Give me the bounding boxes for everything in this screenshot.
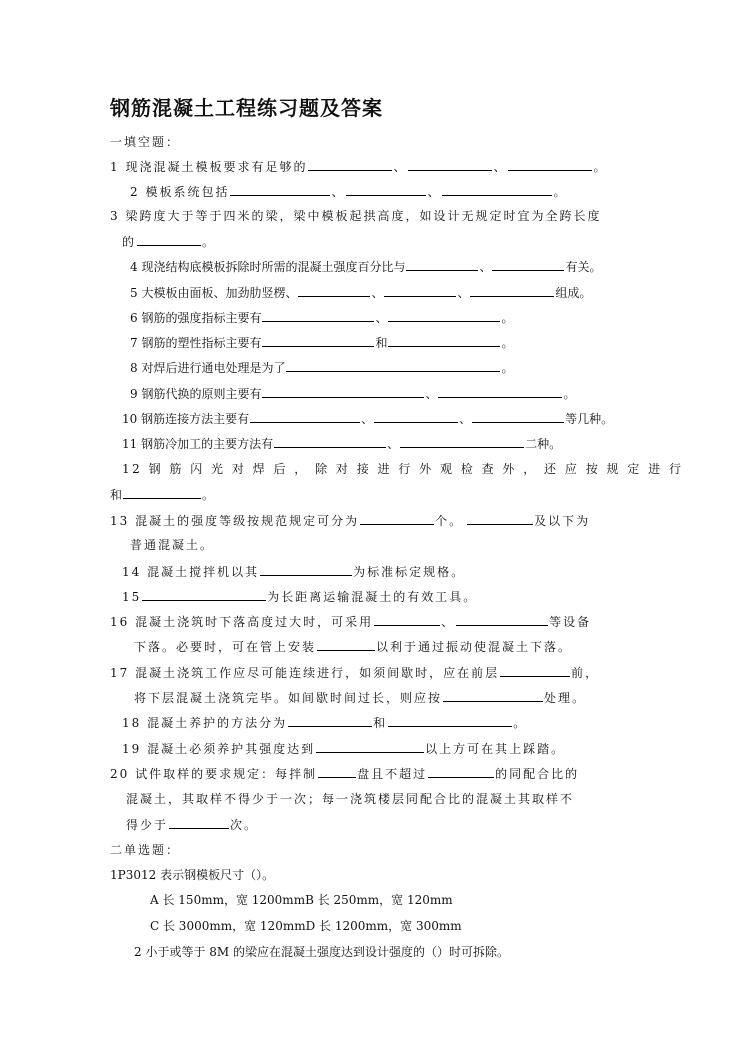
answer-blank[interactable] [508,158,592,171]
answer-blank[interactable] [467,512,533,525]
answer-blank[interactable] [316,740,424,753]
answer-blank[interactable] [374,613,440,626]
question-6: 6 钢筋的强度指标主要有 、 。 [130,311,514,325]
question-11: 11 钢筋冷加工的主要方法有 、 二种。 [122,437,562,451]
answer-blank[interactable] [442,183,552,196]
question-2: 2 模板系统包括 、 、 。 [130,185,568,199]
answer-blank[interactable] [408,158,492,171]
answer-blank[interactable] [262,334,374,347]
answer-blank[interactable] [142,588,266,601]
answer-blank[interactable] [374,410,458,423]
question-17: 17 混凝土浇筑工作应尽可能连续进行，如须间歇时，应在前层 前， [110,666,600,680]
page-title: 钢筋混凝土工程练习题及答案 [110,96,383,120]
answer-blank[interactable] [388,309,500,322]
answer-blank[interactable] [438,385,562,398]
answer-blank[interactable] [262,309,374,322]
answer-blank[interactable] [470,284,554,297]
question-14: 14 混凝土搅拌机以其 为标准标定规格。 [122,565,466,579]
question-15: 15 为长距离运输混凝土的有效工具。 [122,590,478,604]
section-heading-single-choice: 二单选题： [110,843,181,857]
answer-blank[interactable] [169,816,229,829]
answer-blank[interactable] [250,410,360,423]
question-19: 19 混凝土必须养护其强度达到 以上方可在其上踩踏。 [122,742,566,756]
answer-blank[interactable] [492,258,564,271]
answer-blank[interactable] [298,284,370,297]
choice-question-1: 1P3012 表示钢模板尺寸（）。 [110,868,275,882]
answer-blank[interactable] [388,714,512,727]
question-12: 12 钢 筋 闪 光 对 焊 后 ， 除 对 接 进 行 外 观 检 查 外 ， 还 应 按 规 定 进 行 [122,462,684,476]
answer-blank[interactable] [262,385,424,398]
question-7: 7 钢筋的塑性指标主要有 和 。 [130,336,514,350]
choice-question-2: 2 小于或等于 8M 的梁应在混凝土强度达到设计强度的（）时可拆除。 [134,945,510,959]
section-heading-fill-in: 一填空题： [110,135,181,149]
answer-blank[interactable] [137,233,201,246]
question-17-cont: 将下层混凝土浇筑完毕。如间歇时间过长，则应按 处理。 [134,691,587,705]
question-3-cont: 的 。 [122,235,217,249]
question-10: 10 钢筋连接方法主要有 、 、 等几种。 [122,412,614,426]
question-13-cont: 普通混凝土。 [130,538,215,552]
choice-option-line-2[interactable]: C 长 3000mm，宽 120mmD 长 1200mm，宽 300mm [150,919,462,933]
question-4: 4 现浇结构底模板拆除时所需的混凝土强度百分比与 、 有关。 [130,260,602,274]
question-16: 16 混凝土浇筑时下落高度过大时，可采用 、 等设备 [110,615,592,629]
question-8: 8 对焊后进行通电处理是为了 。 [130,361,514,375]
answer-blank[interactable] [346,183,426,196]
answer-blank[interactable] [286,359,500,372]
question-3: 3 梁跨度大于等于四米的梁，梁中模板起拱高度，如设计无规定时宜为全跨长度 [110,209,602,223]
answer-blank[interactable] [456,613,548,626]
answer-blank[interactable] [317,638,375,651]
question-1: 1 现浇混凝土模板要求有足够的 、 、 。 [110,160,608,174]
question-12-cont: 和 。 [110,488,215,502]
answer-blank[interactable] [443,689,543,702]
question-20-cont: 混凝土，其取样不得少于一次；每一浇筑楼层同配合比的混凝土其取样不 [126,792,575,806]
answer-blank[interactable] [406,258,478,271]
question-20: 20 试件取样的要求规定：每拌制 盘且不超过 的同配合比的 [110,767,580,781]
answer-blank[interactable] [384,284,456,297]
answer-blank[interactable] [400,435,524,448]
answer-blank[interactable] [360,512,434,525]
answer-blank[interactable] [274,435,386,448]
answer-blank[interactable] [318,765,356,778]
answer-blank[interactable] [500,664,570,677]
question-9: 9 钢筋代换的原则主要有 、 。 [130,387,576,401]
answer-blank[interactable] [308,158,392,171]
question-5: 5 大模板由面板、加劲肋竖楞、 、 、 组成。 [130,286,592,300]
question-18: 18 混凝土养护的方法分为 和 。 [122,716,528,730]
answer-blank[interactable] [388,334,500,347]
answer-blank[interactable] [428,765,494,778]
answer-blank[interactable] [288,714,372,727]
answer-blank[interactable] [260,563,352,576]
answer-blank[interactable] [472,410,564,423]
question-20-cont-2: 得少于 次。 [126,818,259,832]
answer-blank[interactable] [230,183,330,196]
question-13: 13 混凝土的强度等级按规范规定可分为 个。 及以下为 [110,514,591,528]
answer-blank[interactable] [123,486,201,499]
choice-option-line-1[interactable]: A 长 150mm，宽 1200mmB 长 250mm，宽 120mm [150,893,453,907]
question-16-cont: 下落。必要时，可在管上安装 以利于通过振动使混凝土下落。 [134,640,573,654]
